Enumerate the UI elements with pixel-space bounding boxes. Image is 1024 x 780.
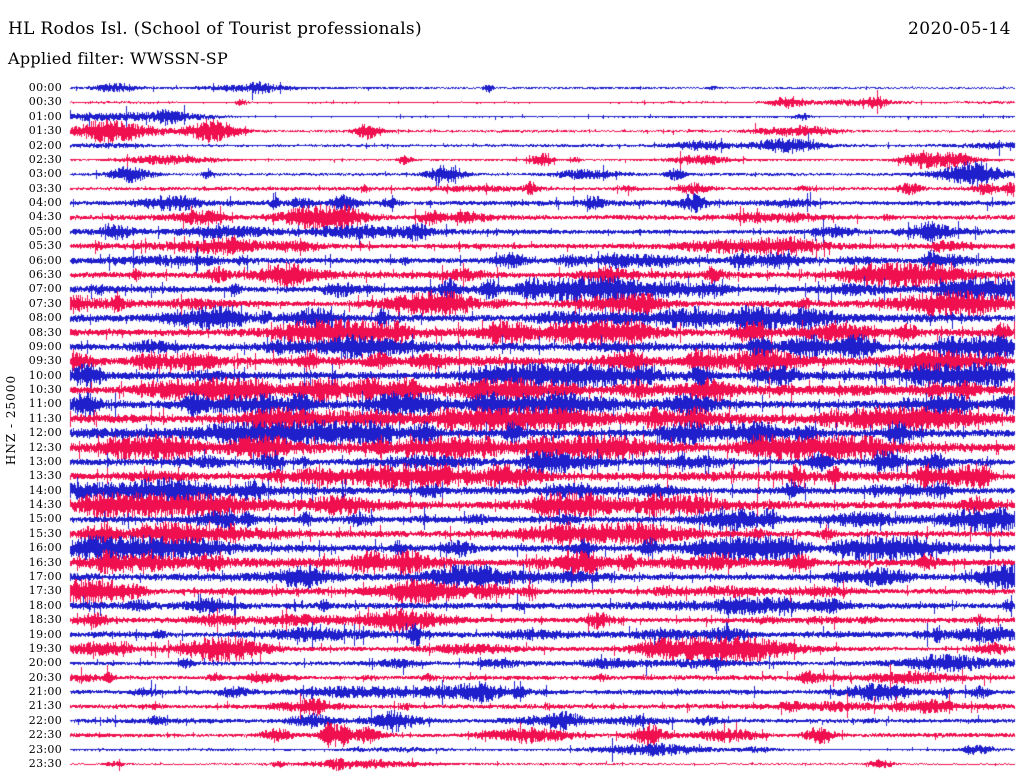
time-label: 03:30 — [28, 181, 62, 195]
time-label: 09:00 — [28, 339, 62, 353]
time-label: 22:00 — [28, 713, 62, 727]
time-label: 00:30 — [28, 95, 62, 109]
time-label: 19:30 — [28, 641, 62, 655]
time-label: 21:30 — [28, 699, 62, 713]
station-title: HL Rodos Isl. (School of Tourist professionals) — [8, 19, 422, 39]
time-label: 03:00 — [28, 167, 62, 181]
time-label: 12:00 — [28, 426, 62, 440]
time-label: 17:30 — [28, 584, 62, 598]
time-label: 10:30 — [28, 383, 62, 397]
time-label: 18:30 — [28, 613, 62, 627]
time-label: 21:00 — [28, 685, 62, 699]
time-label: 13:00 — [28, 454, 62, 468]
time-label: 23:00 — [28, 742, 62, 756]
time-label: 00:00 — [28, 81, 62, 94]
time-label: 06:30 — [28, 267, 62, 281]
time-label: 14:30 — [28, 498, 62, 512]
date-label: 2020-05-14 — [907, 19, 1011, 39]
time-label: 16:00 — [28, 541, 62, 555]
time-label: 11:30 — [28, 411, 62, 425]
time-label: 02:30 — [28, 152, 62, 166]
time-label: 08:30 — [28, 325, 62, 339]
time-label: 20:30 — [28, 670, 62, 684]
time-label: 11:00 — [28, 397, 62, 411]
time-label: 22:30 — [28, 728, 62, 742]
time-label: 04:00 — [28, 196, 62, 210]
channel-scale-label: HNZ - 25000 — [4, 374, 18, 466]
time-label: 15:00 — [28, 512, 62, 526]
time-label: 23:30 — [28, 757, 62, 770]
time-label: 09:30 — [28, 354, 62, 368]
time-label: 10:00 — [28, 368, 62, 382]
filter-label: Applied filter: WWSSN-SP — [8, 49, 229, 68]
time-label: 13:30 — [28, 469, 62, 483]
time-label: 16:30 — [28, 555, 62, 569]
time-label: 05:00 — [28, 224, 62, 238]
time-label: 20:00 — [28, 656, 62, 670]
time-label: 12:30 — [28, 440, 62, 454]
time-label: 07:00 — [28, 282, 62, 296]
time-label: 18:00 — [28, 598, 62, 612]
time-label: 01:30 — [28, 124, 62, 138]
time-label: 06:00 — [28, 253, 62, 267]
time-label: 15:30 — [28, 526, 62, 540]
time-label: 07:30 — [28, 296, 62, 310]
time-label: 04:30 — [28, 210, 62, 224]
time-label: 14:00 — [28, 483, 62, 497]
time-label: 19:00 — [28, 627, 62, 641]
time-label: 17:00 — [28, 570, 62, 584]
time-label: 01:00 — [28, 109, 62, 123]
time-label: 05:30 — [28, 239, 62, 253]
time-label: 08:00 — [28, 311, 62, 325]
time-label: 02:00 — [28, 138, 62, 152]
